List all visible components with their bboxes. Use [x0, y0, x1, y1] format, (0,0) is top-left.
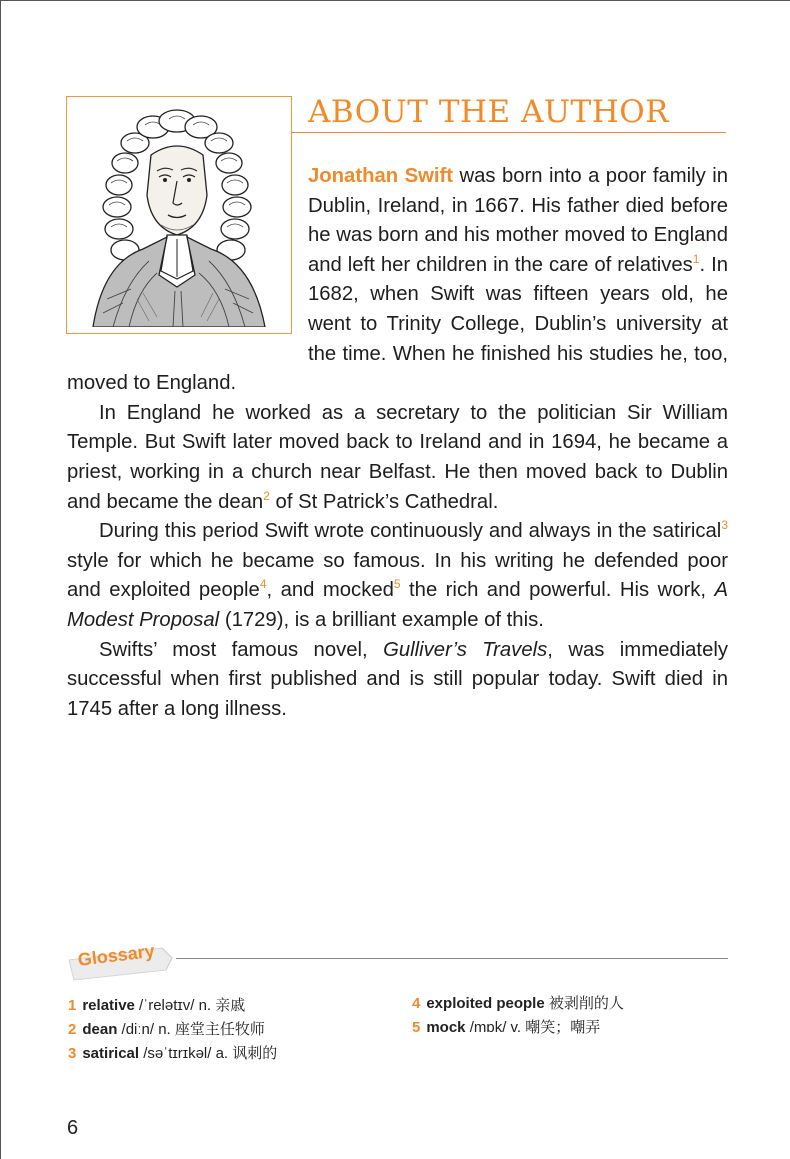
footnote-marker: 5 — [393, 577, 401, 592]
glossary-definition: /səˈtɪrɪkəl/ a. 讽刺的 — [139, 1045, 278, 1062]
glossary-item — [68, 1042, 408, 1066]
glossary-number: 5 — [412, 1019, 421, 1036]
glossary-term: exploited people — [426, 995, 545, 1012]
paragraph-text: was born into a poor family in Dublin, Ireland, in 1667. His father died before he was born and his mother moved to England and left her children in the care of relatives — [308, 165, 729, 276]
paragraph-text: , and mocked — [266, 579, 394, 602]
footnote-marker: 4 — [259, 577, 267, 592]
glossary-item — [68, 1018, 408, 1042]
footnote-marker: 2 — [263, 488, 270, 503]
glossary-number: 4 — [412, 995, 421, 1012]
glossary-column-right — [412, 992, 732, 1040]
glossary-number: 3 — [68, 1045, 77, 1062]
page-border-left — [0, 0, 1, 1159]
paragraph-4 — [67, 636, 728, 725]
glossary-column-left — [68, 994, 408, 1066]
glossary-number: 1 — [68, 997, 77, 1014]
paragraph-text: During this period Swift wrote continuously and always in the satirical — [99, 520, 722, 543]
paragraph-text: the rich and powerful. His work, — [400, 579, 715, 602]
paragraph-text: In England he worked as a secretary to the politician Sir William Temple. But Swift later moved back to Ireland and in 1694, he became a priest, working in a church near Belfast. He then moved back to Dublin and became the dean — [67, 401, 728, 513]
glossary-definition: /ˈrelətɪv/ n. 亲戚 — [134, 997, 246, 1014]
glossary-definition: /mɒk/ v. 嘲笑；嘲弄 — [465, 1019, 601, 1036]
portrait-wrap-spacer — [67, 162, 308, 340]
glossary-heading: Glossary — [76, 940, 156, 970]
glossary-definition: /diːn/ n. 座堂主任牧师 — [117, 1021, 265, 1038]
glossary-divider — [176, 958, 728, 959]
work-title: Gulliver’s Travels — [383, 638, 548, 661]
footnote-marker: 3 — [721, 518, 728, 533]
page-number: 6 — [67, 1117, 79, 1139]
glossary-item — [412, 992, 732, 1016]
glossary-term: mock — [426, 1019, 466, 1036]
paragraph-text: . In 1682, when Swift was fifteen years old, he went to Trinity College, Dublin’s university at the time. When he finished his studies he, too, moved to England. — [67, 253, 728, 395]
article-body — [67, 162, 728, 724]
paragraph-text: (1729), is a brilliant example of this. — [219, 608, 544, 631]
paragraph-text: of St Patrick’s Cathedral. — [269, 490, 499, 513]
glossary-term: dean — [82, 1021, 118, 1038]
work-title: A Modest Proposal — [67, 579, 728, 631]
paragraph-text: Swifts’ most famous novel, — [99, 638, 384, 661]
page-border-top — [0, 0, 790, 1]
footnote-marker: 1 — [692, 252, 700, 267]
paragraph-2 — [67, 399, 728, 517]
page-title: ABOUT THE AUTHOR — [308, 94, 669, 130]
glossary-number: 2 — [68, 1021, 77, 1038]
glossary-item — [412, 1016, 732, 1040]
heading-divider — [292, 132, 726, 133]
paragraph-text: , was immediately successful when first published and is still popular today. Swift died in 1745 after a long illness. — [67, 638, 728, 720]
paragraph-3 — [67, 517, 728, 635]
paragraph-text: style for which he became so famous. In his writing he defended poor and exploited people — [67, 549, 728, 602]
glossary-definition: 被剥削的人 — [544, 995, 624, 1012]
author-name: Jonathan Swift — [308, 165, 454, 187]
glossary-term: relative — [82, 997, 135, 1014]
glossary-item — [68, 994, 408, 1018]
glossary-term: satirical — [82, 1045, 140, 1062]
